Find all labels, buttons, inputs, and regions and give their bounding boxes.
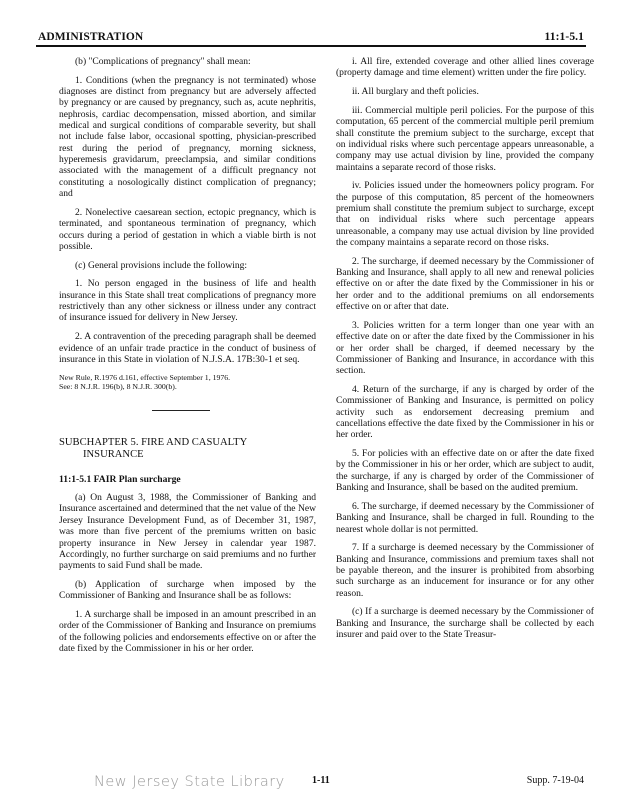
paragraph-i: i. All fire, extended coverage and other allied lines coverage (property damage and time element) written under the fire policy. xyxy=(336,56,594,79)
right-column xyxy=(336,56,594,648)
paragraph-b-intro: (b) "Complications of pregnancy" shall mean: xyxy=(75,56,251,67)
section-separator xyxy=(152,410,210,411)
paragraph-b-application: (b) Application of surcharge when imposed by the Commissioner of Banking and Insurance shall be as follows: xyxy=(59,578,316,602)
paragraph-4: 4. Return of the surcharge, if any is charged by order of the Commissioner of Banking and Insurance, is permitted on policy activity such as endorsement decreasing premium and cancellations effective the date fixed by the Commissioner in his or her order. xyxy=(336,383,594,441)
paragraph-c2: 2. A contravention of the preceding paragraph shall be deemed evidence of an unfair trade practice in the conduct of business of insurance in this State in violation of N.J.S.A. 17B:30-1 et seq. xyxy=(59,331,316,365)
supplement-date: Supp. 7-19-04 xyxy=(526,775,584,786)
history-note-rule: New Rule, R.1976 d.161, effective September 1, 1976. xyxy=(59,372,231,382)
paragraph-6: 6. The surcharge, if deemed necessary by the Commissioner of Banking and Insurance, shall be charged in full. Rounding to the nearest whole dollar is not permitted. xyxy=(336,500,594,535)
paragraph-b-application-1: 1. A surcharge shall be imposed in an amount prescribed in an order of the Commissioner of Banking and Insurance on premiums of the following policies and endorsements effective on or after the date fixed by the Commissioner in his or her order. xyxy=(59,609,316,655)
paragraph-c1: 1. No person engaged in the business of life and health insurance in this State shall treat complications of pregnancy more restrictively than any other sickness or illness under any contract of insurance issued for delivery in New Jersey. xyxy=(59,278,316,324)
header-rule xyxy=(36,45,586,47)
paragraph-iii: iii. Commercial multiple peril policies. For the purpose of this computation, 65 percent of the commercial multiple peril premium shall constitute the premium subject to the surcharge, except that on individual risks where such percentage appears unreasonable, a company may use actual division by line, provided the company maintains a separate record of those risks. xyxy=(336,104,594,173)
paragraph-5: 5. For policies with an effective date on or after the date fixed by the Commissioner in his or her order, which are subject to audit, the surcharge, if any is charged by order of the Commissioner of Banking and Insurance, shall be based on the audited premium. xyxy=(336,448,594,494)
library-watermark: New Jersey State Library xyxy=(94,774,285,790)
running-header-section: 11:1-5.1 xyxy=(544,31,584,43)
subchapter-heading-line2: INSURANCE xyxy=(83,448,144,460)
paragraph-c-intro: (c) General provisions include the following: xyxy=(75,259,248,271)
paragraph-ii: ii. All burglary and theft policies. xyxy=(352,86,479,98)
paragraph-2: 2. The surcharge, if deemed necessary by the Commissioner of Banking and Insurance, shall apply to all new and renewal policies effective on or after the date fixed by the Commissioner in his or her order and to the additional premiums on all endorsements effective on or after that date. xyxy=(336,255,594,313)
running-header-title: ADMINISTRATION xyxy=(38,31,144,43)
paragraph-7: 7. If a surcharge is deemed necessary by the Commissioner of Banking and Insurance, commissions and premium taxes shall not be payable thereon, and the insurer is prohibited from absorbing such surcharge as an inducement for insurance or for any other reason. xyxy=(336,542,594,599)
paragraph-3: 3. Policies written for a term longer than one year with an effective date on or after the date fixed by the Commissioner in his or her order shall be charged, if deemed necessary by the Commissioner of Banking and Insurance, in accordance with this section. xyxy=(336,319,594,377)
history-note-see: See: 8 N.J.R. 196(b), 8 N.J.R. 300(b). xyxy=(59,382,177,392)
paragraph-a: (a) On August 3, 1988, the Commissioner of Banking and Insurance ascertained and determined that the net value of the New Jersey Insurance Development Fund, as of December 31, 1987, was more than five percent of the premiums written on basic property insurance in New Jersey in calendar year 1987. Accordingly, no further surcharge on said premiums and no further payments to said Fund shall be made. xyxy=(59,492,316,572)
left-column xyxy=(59,56,316,662)
paragraph-b1: 1. Conditions (when the pregnancy is not terminated) whose diagnoses are distinct from pregnancy but are adversely affected by pregnancy or are caused by pregnancy, such as, acute nephritis, nephrosis, cardiac decompensation, missed abortion, and similar medical and surgical conditions of comparable severity, but shall not include false labor, occasional spotting, physician-prescribed rest during the period of pregnancy, morning sickness, hyperemesis gravidarum, preeclampsia, and similar conditions associated with the management of a difficult pregnancy not constituting a nosologically distinct complication of pregnancy; and xyxy=(59,74,316,200)
paragraph-iv: iv. Policies issued under the homeowners policy program. For the purpose of this computation, 85 percent of the homeowners premium shall constitute the premium subject to surcharge, except that on individual risks where such percentage appears unreasonable, a company may use actual division by line provided the company maintains a separate record on those risks. xyxy=(336,180,594,248)
section-heading: 11:1-5.1 FAIR Plan surcharge xyxy=(59,473,181,485)
subchapter-heading xyxy=(59,437,316,461)
paragraph-c: (c) If a surcharge is deemed necessary by the Commissioner of Banking and Insurance, the surcharge shall be collected by each insurer and paid over to the State Treasur- xyxy=(336,606,594,641)
page-number: 1-11 xyxy=(312,775,330,786)
subchapter-heading-line1: SUBCHAPTER 5. FIRE AND CASUALTY xyxy=(59,436,248,448)
paragraph-b2: 2. Nonelective caesarean section, ectopic pregnancy, which is terminated, and spontaneous termination of pregnancy, which occurs during a period of gestation in which a viable birth is not possible. xyxy=(59,206,316,252)
